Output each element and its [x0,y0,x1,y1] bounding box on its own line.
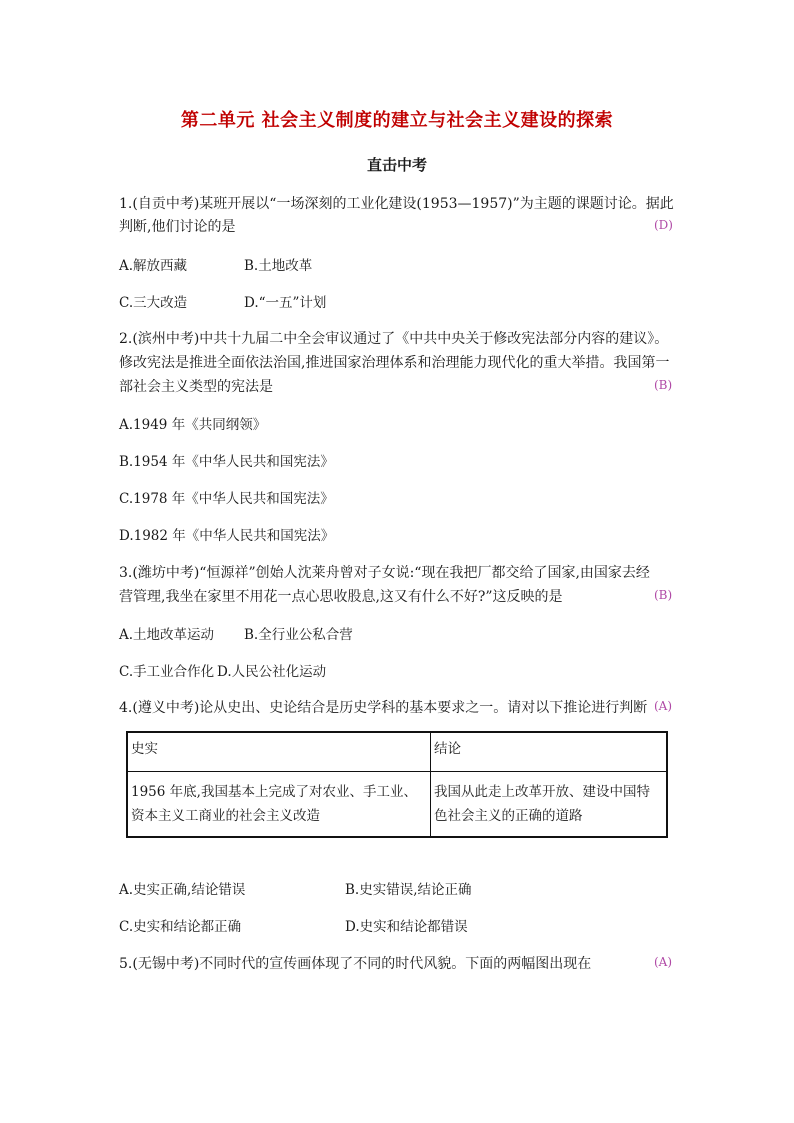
table-header-row [127,732,667,772]
q1-answer: (D) [654,218,673,232]
q1-option-a: A.解放西藏 [119,258,188,274]
q4-option-c: C.史实和结论都正确 [119,919,242,935]
q4-answer: (A) [654,699,673,713]
q1-stem-line-1: 1.(自贡中考)某班开展以“一场深刻的工业化建设(1953—1957)”为主题的课题讨论。据此 [119,196,674,212]
q5-stem-line-1: 5.(无锡中考)不同时代的宣传画体现了不同的时代风貌。下面的两幅图出现在 [119,956,592,972]
q3-stem-line-2: 营管理,我坐在家里不用花一点心思收股息,这又有什么不好?”这反映的是 [119,589,563,605]
table-cell-fact [127,772,431,838]
q4-table [126,731,668,838]
q4-option-a: A.史实正确,结论错误 [119,882,246,898]
q2-stem-line-1: 2.(滨州中考)中共十九届二中全会审议通过了《中共中央关于修改宪法部分内容的建议》。 [119,331,669,347]
section-subtitle: 直击中考 [366,156,427,174]
q5-answer: (A) [654,955,673,969]
fact-line-1: 1956 年底,我国基本上完成了对农业、手工业、 [131,784,417,800]
q1-stem-line-2: 判断,他们讨论的是 [119,219,236,235]
q2-option-a: A.1949 年《共同纲领》 [119,417,267,433]
q2-option-c: C.1978 年《中华人民共和国宪法》 [119,491,334,507]
q4-stem-line-1: 4.(遵义中考)论从史出、史论结合是历史学科的基本要求之一。请对以下推论进行判断 [119,700,648,716]
conclusion-line-1: 我国从此走上改革开放、建设中国特 [434,784,650,800]
q4-option-b: B.史实错误,结论正确 [345,882,472,898]
q1-option-d: D.“一五”计划 [244,295,327,311]
table-row [127,772,667,838]
fact-line-2: 资本主义工商业的社会主义改造 [131,808,320,824]
q3-option-a: A.土地改革运动 [119,627,215,643]
table-header-conclusion: 结论 [431,732,668,772]
q3-option-d: D.人民公社化运动 [217,664,327,680]
q2-stem-line-3: 部社会主义类型的宪法是 [119,379,273,395]
page-title: 第二单元 社会主义制度的建立与社会主义建设的探索 [180,110,614,131]
q3-stem-line-1: 3.(潍坊中考)“恒源祥”创始人沈莱舟曾对子女说:“现在我把厂都交给了国家,由国家去经 [119,565,650,581]
q3-option-b: B.全行业公私合营 [244,627,353,643]
q1-option-c: C.三大改造 [119,295,188,311]
conclusion-line-2: 色社会主义的正确的道路 [434,808,583,824]
q3-option-c: C.手工业合作化 [119,664,215,680]
table-cell-conclusion [431,772,668,838]
q1-option-b: B.土地改革 [244,258,313,274]
table-header-fact: 史实 [127,732,431,772]
q3-answer: (B) [654,588,673,602]
q2-answer: (B) [654,378,673,392]
q2-stem-line-2: 修改宪法是推进全面依法治国,推进国家治理体系和治理能力现代化的重大举措。我国第一 [119,355,670,371]
q2-option-b: B.1954 年《中华人民共和国宪法》 [119,454,334,470]
q4-option-d: D.史实和结论都错误 [345,919,468,935]
q2-option-d: D.1982 年《中华人民共和国宪法》 [119,528,335,544]
